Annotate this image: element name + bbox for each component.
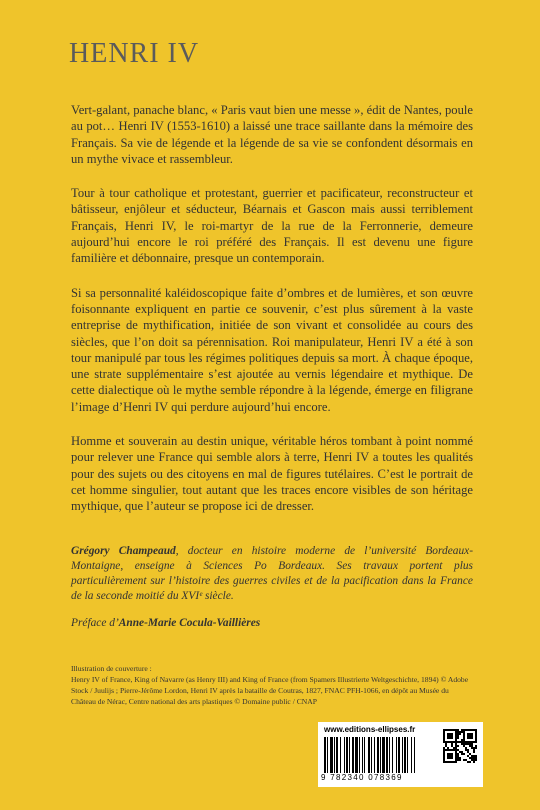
barcode-icon [324, 737, 434, 773]
qr-module [465, 729, 467, 731]
qr-module [447, 741, 449, 743]
barcode-bar [344, 737, 345, 773]
qr-module [457, 745, 459, 747]
qr-module [461, 741, 463, 743]
qr-module [443, 753, 445, 755]
qr-module [469, 753, 471, 755]
qr-module [449, 735, 451, 737]
qr-module [455, 753, 457, 755]
qr-module [463, 743, 465, 745]
qr-module [443, 737, 445, 739]
barcode-bar [330, 737, 333, 773]
qr-module [449, 729, 451, 731]
qr-module [443, 731, 445, 733]
publisher-website: www.editions-ellipses.fr [324, 725, 416, 734]
qr-module [457, 731, 459, 733]
qr-module [445, 749, 447, 751]
isbn-digits: 9 782340 078369 [321, 773, 403, 782]
qr-module [471, 729, 473, 731]
blurb-paragraph: Homme et souverain au destin unique, véritable héros tombant à point nommé pour relever une France qui semble alors à terre, Henri IV a toutes les qualités pour des sujets ou des citoyens en mal de figures tutélaires. C’est le portrait de cet homme singulier, tout autant que les traces encore visibles de son héritage mythique, que l’auteur se propose ici de dresser. [71, 434, 473, 514]
qr-module [445, 761, 447, 763]
qr-module [473, 751, 475, 753]
qr-module [445, 741, 447, 743]
preface-prefix: Préface d’ [71, 617, 119, 629]
qr-module [451, 753, 453, 755]
qr-module [445, 729, 447, 731]
qr-module [475, 737, 477, 739]
qr-module [443, 751, 445, 753]
barcode-bar [386, 737, 388, 773]
barcode-bar [402, 737, 403, 773]
blurb-paragraph: Tour à tour catholique et protestant, guerrier et pacificateur, reconstructeur et bâtisseur, enjôleur et séducteur, Béarnais et Gascon mais aussi terriblement Français, Henri IV, le roi-martyr de la rue de la Ferronnerie, demeure aujourd’hui encore le roi préféré des Français. Il est devenu une figure familière et débonnaire, presque un contemporain. [71, 186, 473, 266]
qr-module [453, 747, 455, 749]
qr-module [451, 741, 453, 743]
qr-module [451, 757, 453, 759]
qr-module [451, 737, 453, 739]
qr-module [451, 733, 453, 735]
qr-module [475, 741, 477, 743]
barcode-bar [368, 737, 370, 773]
qr-module [463, 731, 465, 733]
qr-module [455, 737, 457, 739]
barcode-bar [340, 737, 341, 773]
qr-module [443, 757, 445, 759]
barcode-bar [404, 737, 406, 773]
qr-module [471, 755, 473, 757]
author-name: Grégory Champeaud [71, 545, 176, 557]
qr-module [475, 733, 477, 735]
qr-module [475, 747, 477, 749]
qr-module [455, 751, 457, 753]
qr-module [449, 741, 451, 743]
qr-module [451, 745, 453, 747]
qr-module [455, 745, 457, 747]
barcode-bar [364, 737, 365, 773]
qr-module [463, 741, 465, 743]
qr-module [457, 741, 459, 743]
barcode-bar [334, 737, 335, 773]
barcode-bar [359, 737, 360, 773]
qr-module [443, 735, 445, 737]
qr-code-icon [443, 729, 477, 763]
qr-module [453, 741, 455, 743]
qr-module [473, 755, 475, 757]
preface-line [71, 616, 473, 631]
qr-module [475, 755, 477, 757]
qr-module [449, 755, 451, 757]
qr-module [463, 729, 465, 731]
qr-module [463, 739, 465, 741]
qr-module [443, 749, 445, 751]
qr-module [447, 757, 449, 759]
qr-module [447, 753, 449, 755]
qr-module [455, 735, 457, 737]
qr-module [467, 737, 469, 739]
qr-module [449, 757, 451, 759]
qr-module [461, 743, 463, 745]
qr-module [467, 755, 469, 757]
qr-module [475, 757, 477, 759]
blurb-paragraph: Si sa personnalité kaléidoscopique faite d’ombres et de lumières, et son œuvre foisonnante expliquent en partie ce souvenir, c’est plus sûrement à la vaste entreprise de mythification, initiée de son vivant et consolidée au cours des siècles, que l’on doit sa pérennisation. Roi manipulateur, Henri IV a été à son tour manipulé par tous les régimes politiques depuis sa mort. À chaque époque, une strate supplémentaire s’est ajoutée au vernis légendaire et mythique. De cette dialectique où le mythe semble répondre à la légende, émerge en filigrane l’image d’Henri IV qui perdure aujourd’hui encore. [71, 285, 473, 414]
author-bio [71, 544, 473, 604]
qr-module [445, 745, 447, 747]
qr-module [447, 749, 449, 751]
barcode-panel [318, 722, 483, 787]
qr-module [469, 729, 471, 731]
qr-module [473, 759, 475, 761]
barcode-bar [371, 737, 372, 773]
barcode-bar [346, 737, 348, 773]
qr-module [455, 739, 457, 741]
qr-module [443, 747, 445, 749]
qr-module [455, 743, 457, 745]
qr-module [451, 743, 453, 745]
qr-module [465, 741, 467, 743]
qr-module [445, 743, 447, 745]
qr-module [467, 751, 469, 753]
qr-module [459, 731, 461, 733]
qr-module [469, 757, 471, 759]
qr-module [475, 739, 477, 741]
qr-module [455, 757, 457, 759]
qr-module [459, 757, 461, 759]
qr-module [467, 741, 469, 743]
qr-module [473, 761, 475, 763]
qr-module [469, 737, 471, 739]
qr-module [443, 733, 445, 735]
barcode-bar [380, 737, 381, 773]
qr-module [465, 743, 467, 745]
qr-module [467, 733, 469, 735]
preface-author: Anne-Marie Cocula-Vaillières [118, 617, 261, 629]
qr-module [473, 729, 475, 731]
qr-module [473, 749, 475, 751]
qr-module [471, 759, 473, 761]
qr-module [471, 757, 473, 759]
qr-module [457, 757, 459, 759]
qr-module [449, 737, 451, 739]
qr-module [465, 749, 467, 751]
qr-module [471, 741, 473, 743]
author-bio-text: , docteur en histoire moderne de l’université Bordeaux-Montaigne, enseigne à Sciences Po Bordeaux. Ses travaux portent plus particulièrement sur l’histoire des guerres civiles et de la pacification dans la France de la seconde moitié du XVIᵉ siècle. [71, 545, 473, 602]
qr-module [447, 747, 449, 749]
barcode-bar [377, 737, 379, 773]
qr-module [463, 759, 465, 761]
qr-module [461, 753, 463, 755]
qr-module [457, 753, 459, 755]
qr-module [473, 757, 475, 759]
qr-module [465, 747, 467, 749]
qr-module [471, 747, 473, 749]
qr-module [455, 761, 457, 763]
qr-module [471, 735, 473, 737]
qr-module [459, 759, 461, 761]
qr-module [461, 729, 463, 731]
barcode-bar [355, 737, 358, 773]
qr-module [455, 755, 457, 757]
qr-module [443, 739, 445, 741]
qr-module [451, 761, 453, 763]
qr-module [463, 745, 465, 747]
qr-module [447, 755, 449, 757]
qr-module [453, 749, 455, 751]
qr-module [449, 733, 451, 735]
barcode-bar [414, 737, 415, 773]
qr-module [453, 729, 455, 731]
cover-credits [71, 663, 473, 707]
qr-module [457, 735, 459, 737]
qr-module [453, 761, 455, 763]
barcode-bar [352, 737, 354, 773]
qr-module [451, 729, 453, 731]
qr-module [475, 729, 477, 731]
qr-module [447, 733, 449, 735]
qr-module [455, 731, 457, 733]
barcode-bar [398, 737, 400, 773]
author-section [71, 544, 473, 643]
qr-module [451, 749, 453, 751]
qr-module [443, 741, 445, 743]
barcode-bar [407, 737, 408, 773]
qr-module [469, 745, 471, 747]
qr-module [469, 761, 471, 763]
qr-module [471, 733, 473, 735]
qr-module [457, 749, 459, 751]
qr-module [469, 741, 471, 743]
qr-module [443, 759, 445, 761]
back-cover-blurb [71, 102, 473, 533]
qr-module [457, 755, 459, 757]
barcode-bar [336, 737, 338, 773]
qr-module [475, 735, 477, 737]
qr-module [473, 741, 475, 743]
qr-module [467, 761, 469, 763]
barcode-bar [382, 737, 385, 773]
qr-module [461, 739, 463, 741]
qr-module [463, 737, 465, 739]
barcode-bar [392, 737, 393, 773]
qr-module [471, 745, 473, 747]
qr-module [475, 745, 477, 747]
qr-module [463, 733, 465, 735]
qr-module [459, 733, 461, 735]
qr-module [457, 759, 459, 761]
qr-module [459, 741, 461, 743]
barcode-bar [374, 737, 375, 773]
qr-module [455, 741, 457, 743]
qr-module [471, 743, 473, 745]
qr-module [451, 755, 453, 757]
qr-module [467, 749, 469, 751]
barcode-bar [327, 737, 328, 773]
qr-module [463, 753, 465, 755]
barcode-bar [411, 737, 412, 773]
qr-module [467, 743, 469, 745]
qr-module [461, 751, 463, 753]
barcode-bar [324, 737, 326, 773]
qr-module [473, 747, 475, 749]
book-title: HENRI IV [69, 38, 200, 69]
qr-module [455, 759, 457, 761]
qr-module [475, 759, 477, 761]
qr-module [469, 743, 471, 745]
qr-module [447, 729, 449, 731]
blurb-paragraph: Vert-galant, panache blanc, « Paris vaut bien une messe », édit de Nantes, poule au pot… Henri IV (1553-1610) a laissé une trace saillante dans la mémoire des Français. Sa vie de légende et la légende de sa vie se confondent désormais en un mythe vivace et rassembleur. [71, 103, 473, 166]
qr-module [457, 729, 459, 731]
barcode-bar [389, 737, 390, 773]
qr-module [449, 761, 451, 763]
qr-module [443, 729, 445, 731]
qr-module [447, 737, 449, 739]
credits-text: Henry IV of France, King of Navarre (as Henry III) and King of France (from Spamers Illustrierte Weltgeschichte, 1894) © Adobe Stock / Juulijs ; Pierre-Jérôme Lordon, Henri IV après la bataille de Coutras, 1827, FNAC PFH-1066, en dépôt au Musée du Château de Nérac, Centre national des arts plastiques © Domaine public / CNAP [71, 675, 469, 706]
qr-module [447, 761, 449, 763]
qr-module [449, 749, 451, 751]
qr-module [455, 733, 457, 735]
credits-heading: Illustration de couverture : [71, 664, 152, 673]
qr-module [451, 735, 453, 737]
qr-module [443, 755, 445, 757]
qr-module [459, 751, 461, 753]
qr-module [465, 759, 467, 761]
qr-module [443, 761, 445, 763]
qr-module [455, 747, 457, 749]
qr-module [469, 733, 471, 735]
qr-module [457, 733, 459, 735]
qr-module [463, 735, 465, 737]
qr-module [461, 731, 463, 733]
qr-module [455, 729, 457, 731]
barcode-bar [362, 737, 363, 773]
qr-module [447, 735, 449, 737]
qr-module [467, 729, 469, 731]
qr-module [455, 749, 457, 751]
qr-module [471, 737, 473, 739]
barcode-bar [396, 737, 397, 773]
qr-module [457, 737, 459, 739]
barcode-bar [349, 737, 350, 773]
qr-module [475, 731, 477, 733]
qr-module [467, 735, 469, 737]
qr-module [449, 753, 451, 755]
qr-module [469, 735, 471, 737]
